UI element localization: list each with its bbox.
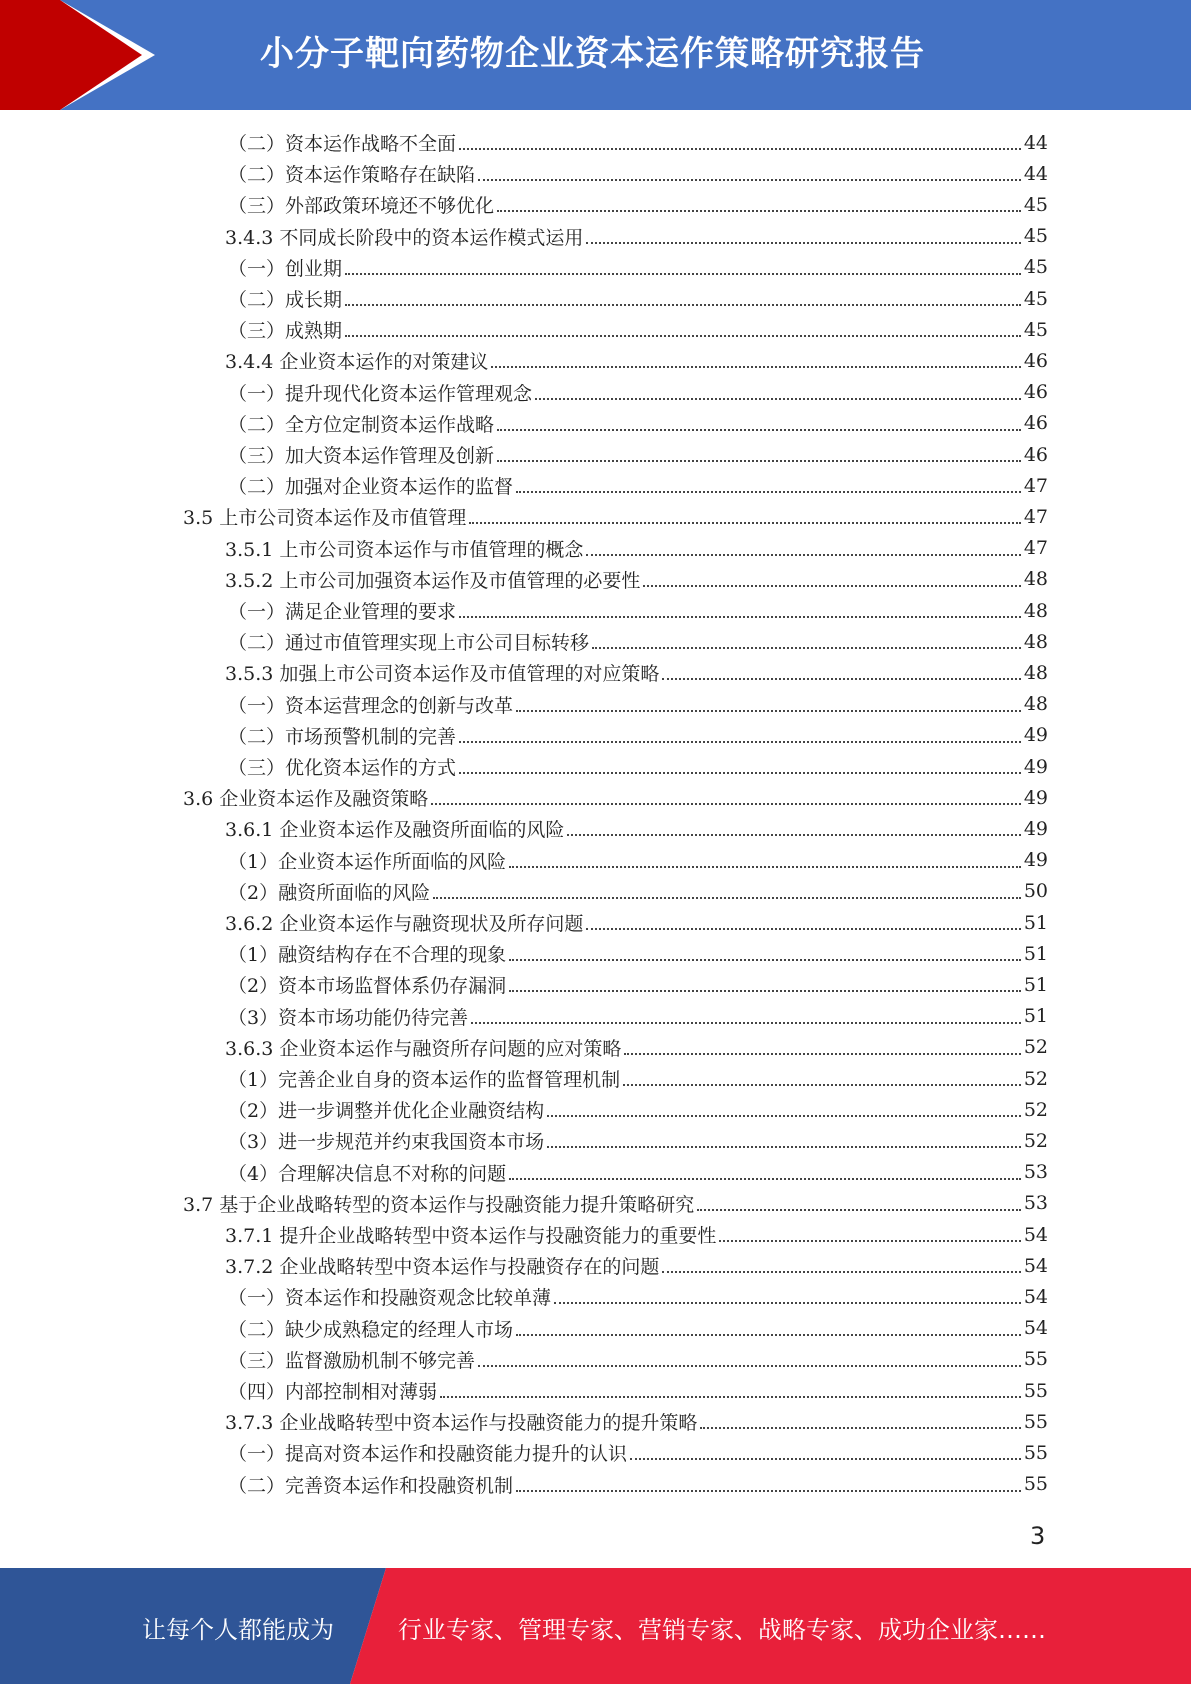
toc-dot-leader (535, 397, 1021, 400)
toc-dot-leader (662, 677, 1020, 680)
toc-dot-leader (497, 209, 1021, 212)
toc-dot-leader (592, 646, 1021, 649)
toc-dot-leader (345, 303, 1021, 306)
toc-entry-page: 54 (1023, 1254, 1048, 1277)
document-title: 小分子靶向药物企业资本运作策略研究报告 (260, 34, 925, 74)
toc-dot-leader (459, 615, 1021, 618)
toc-entry-title: （二）通过市值管理实现上市公司目标转移 (228, 632, 590, 655)
toc-entry-title: （二）加强对企业资本运作的监督 (228, 476, 514, 499)
toc-entry[interactable] (228, 969, 1048, 1000)
toc-entry-page: 51 (1023, 942, 1048, 965)
toc-entry-page: 51 (1023, 911, 1048, 934)
toc-entry[interactable] (228, 1001, 1048, 1032)
toc-entry-page: 53 (1023, 1161, 1048, 1184)
toc-entry-page: 46 (1023, 412, 1048, 435)
toc-entry-page: 54 (1023, 1317, 1048, 1340)
toc-entry-page: 48 (1023, 599, 1048, 622)
toc-dot-leader (509, 865, 1021, 868)
toc-dot-leader (623, 1083, 1021, 1086)
toc-entry-page: 50 (1023, 880, 1048, 903)
toc-entry-page: 49 (1023, 786, 1048, 809)
toc-entry-page: 48 (1023, 568, 1048, 591)
header-arrow-decoration (0, 0, 160, 110)
toc-entry-title: （2）融资所面临的风险 (228, 881, 431, 904)
toc-dot-leader (491, 365, 1020, 368)
toc-entry[interactable] (228, 1344, 1048, 1375)
toc-entry[interactable] (228, 595, 1048, 626)
toc-entry[interactable] (183, 501, 1048, 532)
toc-entry-page: 48 (1023, 630, 1048, 653)
toc-entry-page: 52 (1023, 1098, 1048, 1121)
toc-entry[interactable] (228, 189, 1048, 220)
toc-entry-page: 49 (1023, 849, 1048, 872)
toc-entry-title: 3.6.3 企业资本运作与融资所存问题的应对策略 (225, 1037, 622, 1060)
toc-entry-page: 55 (1023, 1379, 1048, 1402)
toc-entry-title: （三）成熟期 (228, 320, 343, 343)
toc-entry-page: 49 (1023, 755, 1048, 778)
toc-entry[interactable] (225, 1219, 1048, 1250)
toc-entry[interactable] (228, 689, 1048, 720)
toc-entry-page: 46 (1023, 443, 1048, 466)
toc-entry[interactable] (228, 938, 1048, 969)
toc-entry[interactable] (228, 1313, 1048, 1344)
toc-dot-leader (509, 989, 1021, 992)
toc-dot-leader (547, 1114, 1021, 1117)
toc-entry[interactable] (228, 720, 1048, 751)
toc-entry[interactable] (228, 1157, 1048, 1188)
toc-entry-title: （二）完善资本运作和投融资机制 (228, 1474, 514, 1497)
page-number: 3 (1030, 1522, 1046, 1550)
toc-entry-page: 45 (1023, 193, 1048, 216)
toc-entry-page: 47 (1023, 537, 1048, 560)
toc-dot-leader (440, 1395, 1021, 1398)
toc-entry-title: 3.7.3 企业战略转型中资本运作与投融资能力的提升策略 (225, 1412, 698, 1435)
toc-entry-page: 52 (1023, 1129, 1048, 1152)
header-arrow-red (0, 0, 142, 110)
toc-entry[interactable] (228, 1375, 1048, 1406)
toc-entry[interactable] (225, 345, 1048, 376)
toc-entry-page: 55 (1023, 1473, 1048, 1496)
toc-dot-leader (516, 1489, 1021, 1492)
toc-dot-leader (509, 958, 1021, 961)
toc-entry-page: 45 (1023, 318, 1048, 341)
toc-entry-page: 47 (1023, 505, 1048, 528)
toc-dot-leader (516, 490, 1021, 493)
toc-entry-title: （1）企业资本运作所面临的风险 (228, 850, 507, 873)
toc-dot-leader (624, 1052, 1020, 1055)
toc-entry-title: （一）创业期 (228, 257, 343, 280)
toc-entry-title: 3.7.1 提升企业战略转型中资本运作与投融资能力的重要性 (225, 1225, 717, 1247)
toc-entry-title: （二）缺少成熟稳定的经理人市场 (228, 1318, 514, 1341)
toc-entry[interactable] (228, 408, 1048, 439)
toc-entry[interactable] (228, 845, 1048, 876)
toc-entry-page: 45 (1023, 225, 1048, 248)
toc-entry-title: （二）资本运作战略不全面 (228, 133, 457, 155)
toc-entry-title: （三）优化资本运作的方式 (228, 757, 457, 779)
toc-entry[interactable] (225, 907, 1048, 938)
toc-dot-leader (471, 1021, 1021, 1024)
toc-entry-page: 47 (1023, 474, 1048, 497)
header-band (0, 0, 1191, 110)
toc-entry-title: （三）加大资本运作管理及创新 (228, 445, 495, 467)
toc-entry-title: （二）资本运作策略存在缺陷 (228, 164, 476, 187)
toc-entry[interactable] (228, 876, 1048, 907)
toc-entry[interactable] (225, 1032, 1048, 1063)
toc-entry[interactable] (225, 657, 1048, 688)
toc-dot-leader (478, 1364, 1021, 1367)
toc-dot-leader (719, 1239, 1020, 1242)
toc-entry[interactable] (228, 470, 1048, 501)
toc-dot-leader (509, 1177, 1021, 1180)
toc-dot-leader (459, 147, 1021, 150)
toc-entry[interactable] (225, 533, 1048, 564)
footer-slogan-left: 让每个人都能成为 (142, 1616, 334, 1644)
toc-dot-leader (586, 553, 1020, 556)
toc-dot-leader (700, 1426, 1020, 1429)
toc-entry-title: 3.6.2 企业资本运作与融资现状及所存问题 (225, 913, 584, 935)
toc-entry[interactable] (228, 1437, 1048, 1468)
toc-entry-page: 55 (1023, 1410, 1048, 1433)
toc-entry-page: 45 (1023, 287, 1048, 310)
toc-dot-leader (459, 771, 1021, 774)
toc-dot-leader (662, 1270, 1020, 1273)
toc-dot-leader (345, 272, 1021, 275)
toc-entry-title: （一）提升现代化资本运作管理观念 (228, 382, 533, 405)
toc-dot-leader (586, 927, 1020, 930)
toc-entry-page: 54 (1023, 1223, 1048, 1246)
toc-dot-leader (469, 521, 1021, 524)
toc-entry[interactable] (228, 1063, 1048, 1094)
toc-entry[interactable] (228, 1281, 1048, 1312)
toc-entry-title: 3.5 上市公司资本运作及市值管理 (183, 507, 467, 530)
toc-entry-title: （3）进一步规范并约束我国资本市场 (228, 1131, 545, 1154)
toc-dot-leader (459, 740, 1021, 743)
toc-entry-title: 3.4.4 企业资本运作的对策建议 (225, 351, 489, 374)
toc-entry-page: 54 (1023, 1285, 1048, 1308)
toc-entry-title: （一）资本运营理念的创新与改革 (228, 694, 514, 717)
toc-entry-title: 3.7.2 企业战略转型中资本运作与投融资存在的问题 (225, 1256, 660, 1279)
toc-dot-leader (345, 334, 1021, 337)
toc-entry-title: （三）外部政策环境还不够优化 (228, 195, 495, 218)
toc-entry-title: 3.4.3 不同成长阶段中的资本运作模式运用 (225, 226, 584, 249)
toc-entry-title: （一）资本运作和投融资观念比较单薄 (228, 1287, 552, 1310)
toc-entry[interactable] (228, 283, 1048, 314)
toc-entry[interactable] (228, 751, 1048, 782)
toc-entry-page: 49 (1023, 817, 1048, 840)
toc-entry[interactable] (228, 1125, 1048, 1156)
toc-entry-page: 53 (1023, 1192, 1048, 1215)
toc-entry[interactable] (228, 377, 1048, 408)
toc-dot-leader (478, 178, 1021, 181)
toc-entry-page: 55 (1023, 1348, 1048, 1371)
toc-dot-leader (433, 896, 1021, 899)
toc-entry[interactable] (228, 1094, 1048, 1125)
toc-entry-title: （2）资本市场监督体系仍存漏洞 (228, 975, 507, 998)
toc-entry[interactable] (183, 782, 1048, 813)
toc-entry[interactable] (228, 158, 1048, 189)
toc-entry-title: 3.5.3 加强上市公司资本运作及市值管理的对应策略 (225, 663, 660, 686)
toc-dot-leader (554, 1301, 1021, 1304)
toc-entry[interactable] (228, 1469, 1048, 1500)
toc-entry[interactable] (228, 252, 1048, 283)
toc-entry-title: 3.5.1 上市公司资本运作与市值管理的概念 (225, 538, 584, 561)
toc-entry-page: 52 (1023, 1067, 1048, 1090)
toc-entry[interactable] (225, 564, 1048, 595)
toc-entry-page: 45 (1023, 256, 1048, 279)
toc-entry-title: （一）提高对资本运作和投融资能力提升的认识 (228, 1443, 628, 1466)
toc-entry-page: 52 (1023, 1036, 1048, 1059)
toc-entry-title: 3.6.1 企业资本运作及融资所面临的风险 (225, 819, 565, 842)
toc-dot-leader (697, 1208, 1021, 1211)
toc-entry-title: （一）满足企业管理的要求 (228, 601, 457, 623)
toc-entry[interactable] (225, 813, 1048, 844)
toc-entry-page: 49 (1023, 724, 1048, 747)
toc-dot-leader (630, 1457, 1021, 1460)
toc-entry[interactable] (225, 221, 1048, 252)
toc-dot-leader (547, 1145, 1021, 1148)
toc-entry-title: （1）完善企业自身的资本运作的监督管理机制 (228, 1069, 621, 1091)
toc-entry-title: （四）内部控制相对薄弱 (228, 1381, 438, 1403)
toc-entry-page: 48 (1023, 693, 1048, 716)
toc-entry-page: 46 (1023, 349, 1048, 372)
toc-entry[interactable] (228, 626, 1048, 657)
toc-entry-title: （二）成长期 (228, 289, 343, 311)
toc-entry-title: （二）全方位定制资本运作战略 (228, 413, 495, 436)
toc-entry[interactable] (228, 314, 1048, 345)
toc-dot-leader (586, 241, 1020, 244)
toc-entry-page: 44 (1023, 162, 1048, 185)
toc-entry-title: （2）进一步调整并优化企业融资结构 (228, 1100, 545, 1123)
toc-entry-page: 55 (1023, 1441, 1048, 1464)
toc-entry-title: （3）资本市场功能仍待完善 (228, 1006, 469, 1029)
toc-dot-leader (497, 459, 1021, 462)
toc-dot-leader (516, 1333, 1021, 1336)
toc-entry-title: （三）监督激励机制不够完善 (228, 1349, 476, 1372)
toc-entry-page: 44 (1023, 131, 1048, 154)
toc-dot-leader (516, 709, 1021, 712)
toc-entry-page: 46 (1023, 381, 1048, 404)
toc-entry-title: （二）市场预警机制的完善 (228, 725, 457, 748)
toc-entry[interactable] (228, 439, 1048, 470)
toc-entry-title: （4）合理解决信息不对称的问题 (228, 1162, 507, 1185)
footer-slogan-right: 行业专家、管理专家、营销专家、战略专家、成功企业家…… (398, 1616, 1046, 1644)
toc-dot-leader (497, 428, 1021, 431)
toc-entry-title: （1）融资结构存在不合理的现象 (228, 944, 507, 967)
toc-entry-title: 3.5.2 上市公司加强资本运作及市值管理的必要性 (225, 569, 641, 592)
toc-entry[interactable] (225, 1406, 1048, 1437)
toc-dot-leader (643, 584, 1020, 587)
toc-entry-page: 48 (1023, 661, 1048, 684)
toc-entry-title: 3.7 基于企业战略转型的资本运作与投融资能力提升策略研究 (183, 1193, 695, 1216)
toc-entry-page: 51 (1023, 973, 1048, 996)
toc-entry[interactable] (225, 1250, 1048, 1281)
toc-entry[interactable] (228, 127, 1048, 158)
toc-entry-page: 51 (1023, 1005, 1048, 1028)
toc-entry-title: 3.6 企业资本运作及融资策略 (183, 788, 429, 811)
toc-entry[interactable] (183, 1188, 1048, 1219)
toc-dot-leader (567, 833, 1020, 836)
toc-dot-leader (431, 802, 1021, 805)
